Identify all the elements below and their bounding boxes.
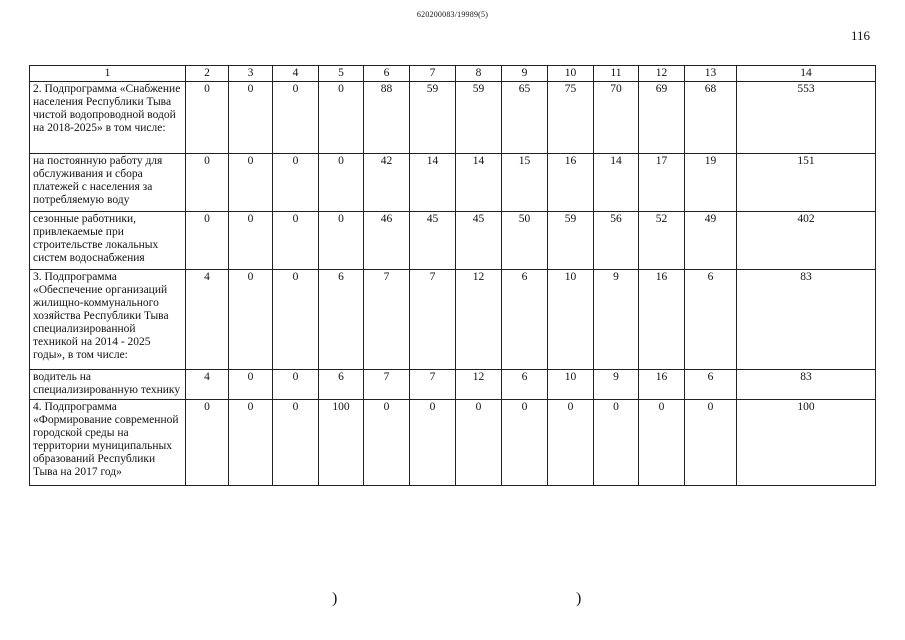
table-cell: 7: [410, 270, 456, 370]
table-row: [30, 82, 876, 154]
document-id: 620200083/19989(5): [416, 10, 489, 19]
table-cell: 49: [685, 212, 737, 270]
column-header: 12: [639, 66, 685, 82]
table-row: [30, 270, 876, 370]
table-cell: 0: [186, 212, 229, 270]
table-cell: 4: [186, 270, 229, 370]
row-label: 2. Подпрограмма «Снабжение населения Республики Тыва чистой водопроводной водой на 2018-2025» в том числе:: [30, 82, 186, 154]
table-cell: 9: [594, 370, 639, 400]
table-cell: 56: [594, 212, 639, 270]
table-cell: 16: [639, 270, 685, 370]
table-cell: 70: [594, 82, 639, 154]
column-header: 13: [685, 66, 737, 82]
table-cell: 0: [594, 400, 639, 486]
table-cell: 15: [502, 154, 548, 212]
row-label: на постоянную работу для обслуживания и сбора платежей с населения за потребляемую воду: [30, 154, 186, 212]
table-cell: 46: [364, 212, 410, 270]
column-header: 10: [548, 66, 594, 82]
table-cell: 9: [594, 270, 639, 370]
table-row: [30, 370, 876, 400]
table-cell: 0: [456, 400, 502, 486]
column-header: 6: [364, 66, 410, 82]
scan-mark-right: ): [576, 590, 582, 607]
table-cell: 7: [364, 270, 410, 370]
table-row: [30, 154, 876, 212]
table-cell: 0: [319, 212, 364, 270]
table-cell: 83: [737, 270, 876, 370]
scan-mark-left: ): [332, 590, 338, 607]
header-row: [30, 66, 876, 82]
table-cell: 0: [319, 154, 364, 212]
table-cell: 0: [639, 400, 685, 486]
table-cell: 45: [456, 212, 502, 270]
row-label: сезонные работники, привлекаемые при строительстве локальных систем водоснабжения: [30, 212, 186, 270]
data-table: [29, 65, 876, 486]
table-cell: 0: [229, 212, 273, 270]
table-cell: 0: [229, 154, 273, 212]
table-cell: 42: [364, 154, 410, 212]
table-cell: 52: [639, 212, 685, 270]
table-cell: 12: [456, 270, 502, 370]
column-header: 7: [410, 66, 456, 82]
table-cell: 88: [364, 82, 410, 154]
table-cell: 69: [639, 82, 685, 154]
column-header: 11: [594, 66, 639, 82]
table-cell: 100: [319, 400, 364, 486]
row-label: 3. Подпрограмма «Обеспечение организаций жилищно-коммунального хозяйства Республики Тыва специализированной техникой на 2014 - 2025 годы», в том числе:: [30, 270, 186, 370]
table-cell: 0: [186, 400, 229, 486]
table-cell: 83: [737, 370, 876, 400]
table-cell: 14: [456, 154, 502, 212]
table-row: [30, 212, 876, 270]
page-number: 116: [851, 28, 871, 43]
table-cell: 0: [273, 400, 319, 486]
table-cell: 151: [737, 154, 876, 212]
table-cell: 6: [319, 370, 364, 400]
table-cell: 553: [737, 82, 876, 154]
table-cell: 0: [229, 400, 273, 486]
table-cell: 0: [685, 400, 737, 486]
table-cell: 0: [273, 154, 319, 212]
table-row: [30, 400, 876, 486]
column-header: 14: [737, 66, 876, 82]
table-cell: 6: [502, 370, 548, 400]
table-cell: 10: [548, 370, 594, 400]
table-cell: 0: [229, 370, 273, 400]
column-header: 8: [456, 66, 502, 82]
table-cell: 10: [548, 270, 594, 370]
table-cell: 0: [186, 154, 229, 212]
table-cell: 59: [410, 82, 456, 154]
row-label: водитель на специализированную технику: [30, 370, 186, 400]
table-cell: 0: [273, 212, 319, 270]
column-header: 1: [30, 66, 186, 82]
column-header: 9: [502, 66, 548, 82]
table-cell: 68: [685, 82, 737, 154]
table-cell: 0: [548, 400, 594, 486]
table-cell: 0: [273, 370, 319, 400]
table-cell: 0: [273, 82, 319, 154]
table-cell: 6: [319, 270, 364, 370]
table-cell: 50: [502, 212, 548, 270]
table-cell: 59: [456, 82, 502, 154]
table-cell: 0: [229, 270, 273, 370]
table-cell: 6: [502, 270, 548, 370]
table-cell: 7: [410, 370, 456, 400]
column-header: 2: [186, 66, 229, 82]
table-cell: 19: [685, 154, 737, 212]
table-cell: 402: [737, 212, 876, 270]
table-cell: 12: [456, 370, 502, 400]
table-cell: 0: [186, 82, 229, 154]
table-cell: 4: [186, 370, 229, 400]
table-cell: 0: [273, 270, 319, 370]
table-cell: 75: [548, 82, 594, 154]
table-cell: 65: [502, 82, 548, 154]
table-cell: 0: [364, 400, 410, 486]
table-cell: 0: [502, 400, 548, 486]
table-cell: 0: [229, 82, 273, 154]
column-header: 5: [319, 66, 364, 82]
table-cell: 14: [594, 154, 639, 212]
table-cell: 16: [548, 154, 594, 212]
table-cell: 100: [737, 400, 876, 486]
table-cell: 14: [410, 154, 456, 212]
table-cell: 16: [639, 370, 685, 400]
table-cell: 0: [410, 400, 456, 486]
table-cell: 0: [319, 82, 364, 154]
table-cell: 45: [410, 212, 456, 270]
table-cell: 6: [685, 370, 737, 400]
table-cell: 17: [639, 154, 685, 212]
column-header: 3: [229, 66, 273, 82]
table-cell: 59: [548, 212, 594, 270]
row-label: 4. Подпрограмма «Формирование современной городской среды на территории муниципальных образований Республики Тыва на 2017 год»: [30, 400, 186, 486]
table-cell: 6: [685, 270, 737, 370]
column-header: 4: [273, 66, 319, 82]
table-cell: 7: [364, 370, 410, 400]
